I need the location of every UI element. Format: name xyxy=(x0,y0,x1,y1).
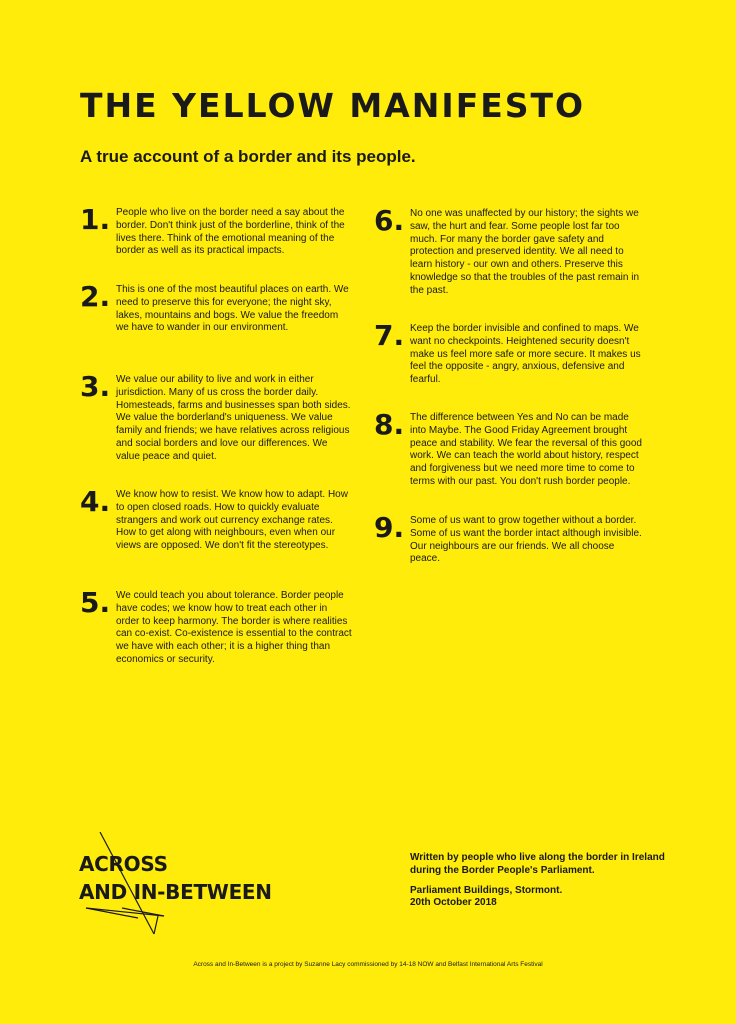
across-and-in-between-logo xyxy=(78,832,288,937)
item-number: 9. xyxy=(374,511,405,544)
item-number: 3. xyxy=(80,370,111,403)
item-number: 5. xyxy=(80,586,111,619)
page-title: THE YELLOW MANIFESTO xyxy=(80,86,586,125)
item-text: People who live on the border need a say about the border. Don't think just of the borderline, think of the lives there. Think of the emotional meaning of the border as well as its practical impacts. xyxy=(116,207,345,257)
item-number: 4. xyxy=(80,485,111,518)
item-text: Keep the border invisible and confined to maps. We want no checkpoints. Heightened security doesn't make us feel more safe or more secure. It makes us feel the opposite - angry, anxious, defensive and fearful. xyxy=(410,323,641,386)
item-text: We know how to resist. We know how to adapt. How to open closed roads. How to quickly evaluate strangers and work out currency exchange rates. How to get along with neighbours, even when our views are opposed. We don't fit the stereotypes. xyxy=(116,489,348,552)
item-number: 6. xyxy=(374,204,405,237)
item-number: 1. xyxy=(80,203,111,236)
item-text: Some of us want to grow together without a border. Some of us want the border intact although invisible. Our neighbours are our friends. We all choose peace. xyxy=(410,515,642,565)
item-number: 7. xyxy=(374,319,405,352)
credit-written-by: Written by people who live along the border in Ireland during the Border People's Parliament. xyxy=(410,852,665,876)
item-text: The difference between Yes and No can be made into Maybe. The Good Friday Agreement brought peace and stability. We fear the reversal of this good work. We can teach the world about history, respect and forgiveness but we need more time to come to terms with our past. You don't rush border people. xyxy=(410,412,642,487)
item-text: We could teach you about tolerance. Border people have codes; we know how to treat each other in order to keep harmony. The border is where realities can co-exist. Co-existence is essential to the contract we have with each other; it is a higher thing than economics or security. xyxy=(116,590,352,665)
item-text: This is one of the most beautiful places on earth. We need to preserve this for everyone; the night sky, lakes, mountains and bogs. We value the freedom we have to wander in our environment. xyxy=(116,284,349,334)
item-text: No one was unaffected by our history; the sights we saw, the hurt and fear. Some people lost far too much. For many the border gave safety and protection and preserved identity. We all need to learn history - our own and others. Preserve this knowledge so that the troubles of the past remain in the past. xyxy=(410,208,640,296)
page-subtitle: A true account of a border and its people. xyxy=(80,147,416,166)
credit-block xyxy=(410,852,670,910)
credit-date: 20th October 2018 xyxy=(410,897,497,909)
credit-place: Parliament Buildings, Stormont. xyxy=(410,884,563,896)
logo-text-line2: AND IN-BETWEEN xyxy=(79,880,272,904)
item-number: 8. xyxy=(374,408,405,441)
item-number: 2. xyxy=(80,280,111,313)
logo-text-line1: ACROSS xyxy=(79,852,168,876)
item-text: We value our ability to live and work in either jurisdiction. Many of us cross the border daily. Homesteads, farms and businesses span both sides. We value the borderland's uniqueness. We value family and friends; we have relatives across religious and social borders and love our differences. We value peace and quiet. xyxy=(116,374,351,462)
footer-note: Across and In-Between is a project by Suzanne Lacy commissioned by 14-18 NOW and Belfast International Arts Festival xyxy=(193,961,543,968)
